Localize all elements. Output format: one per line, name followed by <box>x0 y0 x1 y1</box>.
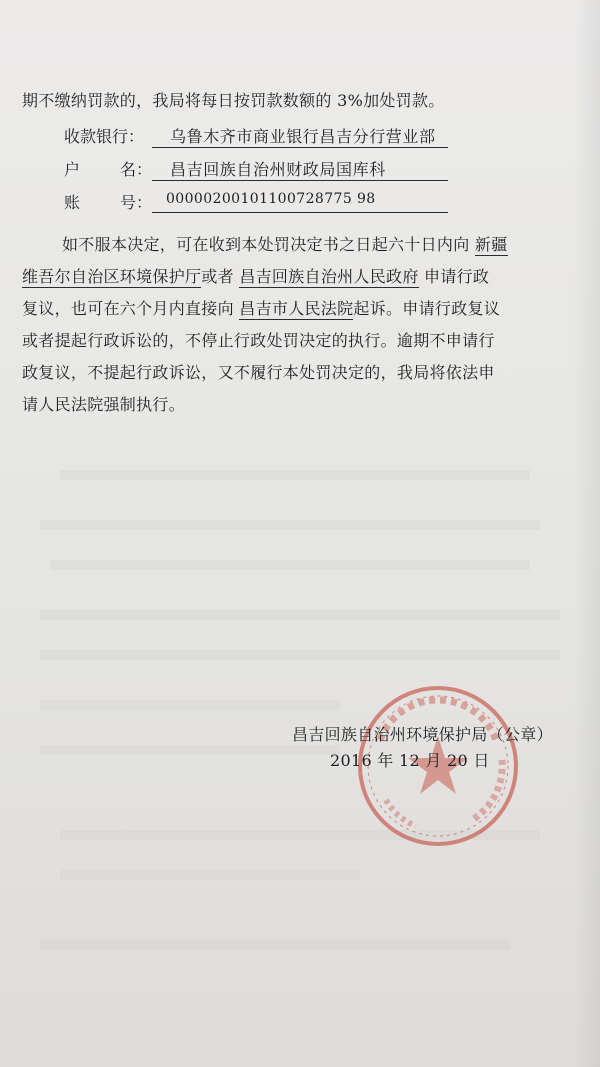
appeal-line-3 <box>22 296 500 319</box>
bank-value: 乌鲁木齐市商业银行昌吉分行营业部 <box>170 127 436 146</box>
page-shadow <box>574 0 600 1067</box>
bank-label: 收款银行： <box>64 127 145 146</box>
appeal-line-6: 请人民法院强制执行。 <box>22 395 186 414</box>
issuing-authority: 昌吉回族自治州环境保护局（公章） <box>292 725 553 744</box>
appeal-authority-2: 昌吉回族自治州人民政府 <box>239 267 419 286</box>
appeal-text-3a: 复议，也可在六个月内直接向 <box>22 299 234 318</box>
appeal-text-2d: 申请行政 <box>424 267 490 286</box>
bank-underline <box>152 147 448 148</box>
appeal-line-1 <box>62 232 508 255</box>
issue-date: 2016 年 12 月 20 日 <box>330 751 490 770</box>
account-name-label-b: 名： <box>120 160 153 179</box>
account-name-label-a: 户 <box>64 160 81 179</box>
account-no-underline <box>152 212 448 213</box>
appeal-text-3c: 起诉。申请行政复议 <box>353 299 501 318</box>
appeal-line-5: 政复议，不提起行政诉讼，又不履行本处罚决定的，我局将依法申 <box>22 363 495 382</box>
account-name-underline <box>152 180 448 181</box>
appeal-line-2 <box>22 264 489 287</box>
appeal-text-1a: 如不服本决定，可在收到本处罚决定书之日起六十日内向 <box>62 235 470 254</box>
penalty-notice-line: 期不缴纳罚款的，我局将每日按罚款数额的 3%加处罚款。 <box>22 91 445 110</box>
account-no-value: 00000200101100728775 98 <box>166 191 376 207</box>
appeal-authority-1-cont: 维吾尔自治区环境保护厅 <box>22 267 202 286</box>
account-no-label-a: 账 <box>64 193 81 212</box>
appeal-court: 昌吉市人民法院 <box>239 299 354 318</box>
appeal-authority-1: 新疆 <box>474 235 508 254</box>
appeal-text-2b: 或者 <box>201 267 234 286</box>
account-name-value: 昌吉回族自治州财政局国库科 <box>170 160 386 179</box>
account-no-label-b: 号： <box>120 193 153 212</box>
appeal-line-4: 或者提起行政诉讼的，不停止行政处罚决定的执行。逾期不申请行 <box>22 331 495 350</box>
